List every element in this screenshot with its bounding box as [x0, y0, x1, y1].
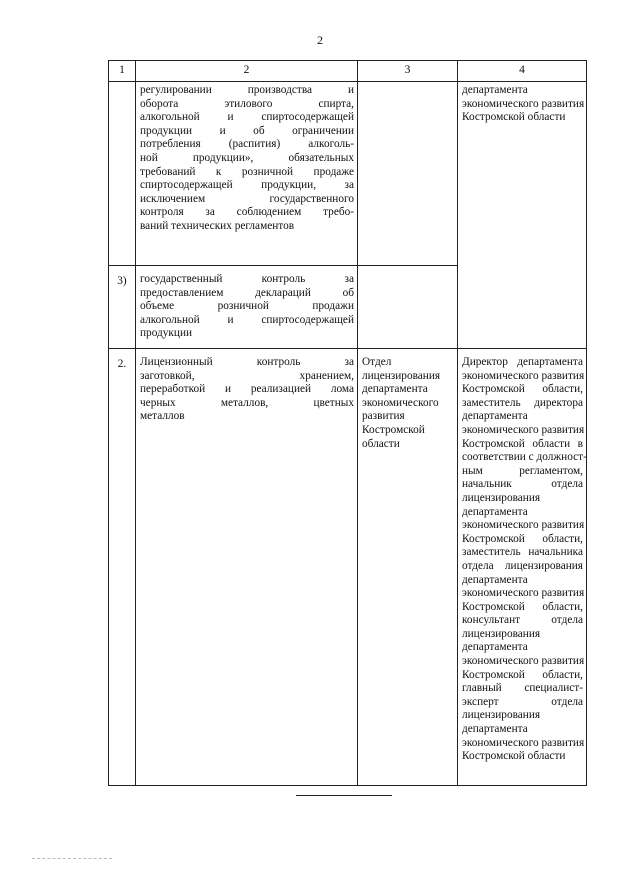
text-line: экономического развития [462, 97, 585, 110]
text-line: Отдел [362, 356, 392, 368]
control-type-cell [136, 266, 358, 349]
text-line: Костромской области, [462, 668, 583, 681]
text-line: спиртосодержащей продукции, за [140, 179, 354, 192]
text-line: продукции и об ограничении [140, 124, 354, 137]
text-line: департамента [462, 573, 528, 586]
text-line: главный специалист- [462, 682, 583, 695]
text-line: оборота этилового спирта, [140, 97, 354, 110]
text-line: развития [362, 410, 405, 423]
text-line: лицензирования [462, 627, 541, 640]
text-line: потребления (распития) алкоголь- [140, 138, 354, 151]
text-line: заместитель директора [462, 396, 583, 409]
department-cell [358, 266, 458, 349]
text-line: металлов [140, 410, 185, 423]
text-line: ной продукции», обязательных [140, 151, 354, 164]
text-line: департамента [362, 383, 428, 396]
header-col-4: 4 [458, 61, 587, 82]
text-line: Директор департамента [462, 356, 583, 368]
department-cell [358, 349, 458, 786]
table-row [109, 82, 587, 266]
text-line: начальник отдела [462, 478, 583, 491]
text-line: Костромской области, [462, 600, 583, 613]
text-line: Костромской области [462, 111, 566, 124]
text-line: департамента [462, 723, 528, 736]
row-number: 3) [109, 266, 136, 349]
text-line: лицензирования [362, 369, 441, 382]
text-line: области [362, 437, 400, 450]
text-line: черных металлов, цветных [140, 396, 354, 409]
text-line: экономического развития [462, 587, 585, 600]
text-line: Костромской области [462, 750, 566, 763]
table-row [109, 349, 587, 786]
text-line: исключением государственного [140, 192, 354, 205]
text-line: контроля за соблюдением требо- [140, 206, 354, 219]
officials-cell [458, 349, 587, 786]
text-line: алкогольной и спиртосодержащей [140, 111, 354, 124]
text-line: экономического развития [462, 655, 585, 668]
text-line: продукции [140, 327, 193, 340]
text-line: соответствии с должност- [462, 451, 587, 464]
department-cell [358, 82, 458, 266]
text-line: консультант отдела [462, 614, 583, 627]
row-number: 2. [109, 349, 136, 786]
text-line: Костромской области в [462, 437, 583, 450]
text-line: заместитель начальника [462, 546, 583, 559]
control-type-cell [136, 82, 358, 266]
text-line: отдела лицензирования [462, 559, 583, 572]
row-number [109, 82, 136, 266]
text-line: алкогольной и спиртосодержащей [140, 313, 354, 326]
end-of-document-rule [296, 795, 392, 796]
text-line: требований к розничной продаже [140, 165, 354, 178]
text-line: объеме розничной продажи [140, 300, 354, 313]
text-line: департамента [462, 410, 528, 423]
text-line: эксперт отдела [462, 695, 583, 708]
header-col-3: 3 [358, 61, 458, 82]
header-col-1: 1 [109, 61, 136, 82]
text-line: департамента [462, 641, 528, 654]
text-line: экономического развития [462, 423, 585, 436]
officials-cell [458, 82, 587, 349]
text-line: ваний технических регламентов [140, 219, 295, 232]
text-line: переработкой и реализацией лома [140, 383, 354, 396]
text-line: лицензирования [462, 709, 541, 722]
text-line: заготовкой, хранением, [140, 369, 354, 382]
text-line: экономического [362, 396, 439, 409]
page-number: 2 [317, 33, 323, 47]
text-line: департамента [462, 505, 528, 518]
text-line: экономического развития [462, 519, 585, 532]
registry-table [108, 60, 587, 786]
text-line: лицензирования [462, 491, 541, 504]
scan-artifact-line [32, 858, 112, 859]
text-line: предоставлением деклараций об [140, 286, 354, 299]
text-line: государственный контроль за [140, 273, 354, 285]
text-line: Костромской области, [462, 532, 583, 545]
control-type-cell [136, 349, 358, 786]
header-row [109, 61, 587, 82]
text-line: экономического развития [462, 736, 585, 749]
header-col-2: 2 [136, 61, 358, 82]
text-line: Лицензионный контроль за [140, 356, 354, 368]
text-line: ным регламентом, [462, 464, 583, 477]
text-line: регулировании производства и [140, 84, 354, 96]
text-line: Костромской области, [462, 383, 583, 396]
text-line: экономического развития [462, 369, 585, 382]
text-line: департамента [462, 84, 528, 96]
text-line: Костромской [362, 423, 425, 436]
